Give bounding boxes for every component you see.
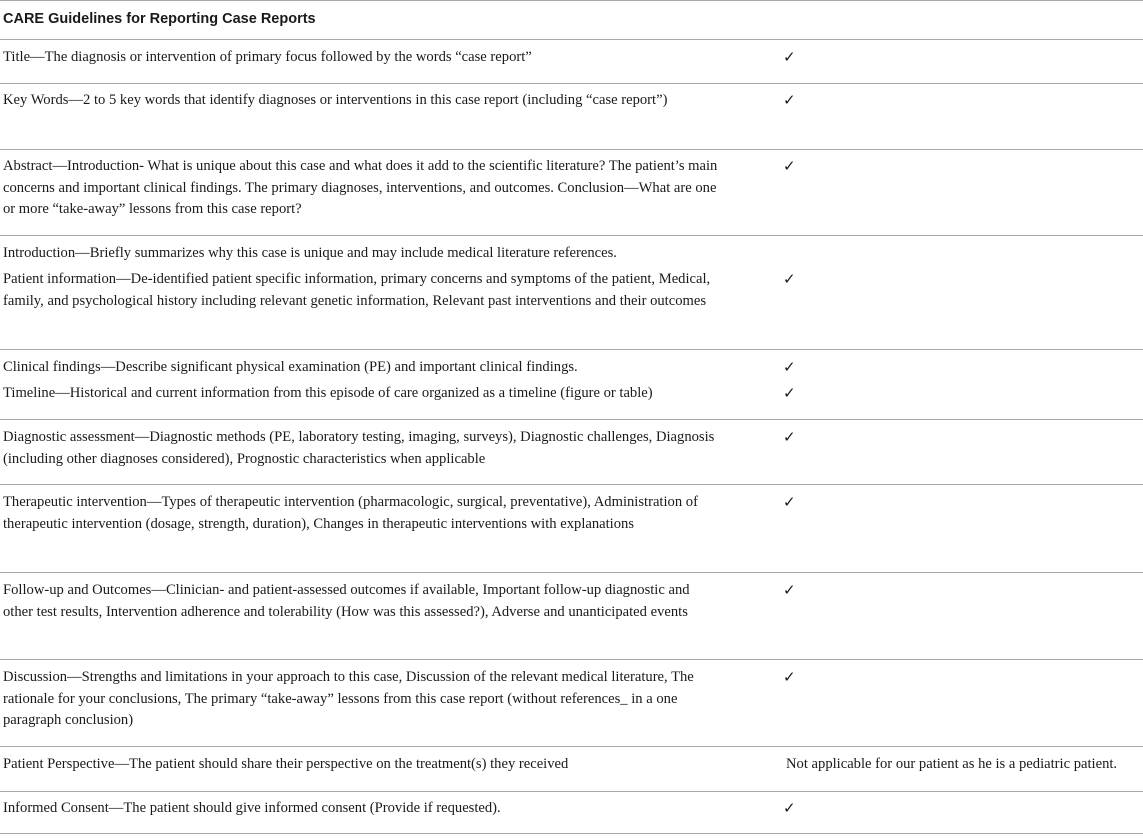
guideline-item-text: Patient Perspective—The patient should share their perspective on the treatment(s) they received [3, 756, 569, 772]
guideline-item-text: Abstract—Introduction- What is unique about this case and what does it add to the scientific literature? The patient’s main concerns and important clinical findings. The primary diagnoses, interventions, and outcomes. Conclusion—What are one or more “take-away” lessons from this case report? [3, 158, 718, 217]
table-row [0, 485, 1143, 573]
table-row [0, 350, 1143, 420]
table-title-row [0, 0, 1143, 40]
table-row [0, 573, 1143, 660]
table-row [0, 747, 1143, 792]
guideline-item-text: Informed Consent—The patient should give informed consent (Provide if requested). [3, 800, 501, 816]
checkmark-icon: ✓ [783, 799, 796, 817]
table-row [0, 84, 1143, 150]
table-row [0, 420, 1143, 485]
table-row [0, 41, 1143, 84]
checkmark-icon: ✓ [783, 493, 796, 511]
guideline-item-text: Title—The diagnosis or intervention of primary focus followed by the words “case report” [3, 49, 532, 65]
table-row [0, 236, 1143, 350]
status-note: Not applicable for our patient as he is a pediatric patient. [786, 756, 1118, 772]
guideline-item-text: Diagnostic assessment—Diagnostic methods (PE, laboratory testing, imaging, surveys), Diagnostic challenges, Diagnosis (including other diagnoses considered), Prognostic characteristics when applicable [3, 429, 715, 467]
table-row [0, 660, 1143, 747]
guideline-item-text: Clinical findings—Describe significant physical examination (PE) and important clinical findings. [3, 359, 578, 375]
table-row [0, 792, 1143, 834]
checkmark-icon: ✓ [783, 668, 796, 686]
checkmark-icon: ✓ [783, 157, 796, 175]
table-title: CARE Guidelines for Reporting Case Reports [3, 11, 316, 27]
guideline-item-text: Follow-up and Outcomes—Clinician- and patient-assessed outcomes if available, Important follow-up diagnostic and other test results, Intervention adherence and tolerability (How was this assessed?), Adverse and unanticipated events [3, 582, 690, 620]
checkmark-icon: ✓ [783, 48, 796, 66]
table-row [0, 150, 1143, 236]
checkmark-icon: ✓ [783, 358, 796, 376]
guideline-item-text: Timeline—Historical and current information from this episode of care organized as a timeline (figure or table) [3, 385, 653, 401]
checkmark-icon: ✓ [783, 270, 796, 288]
checkmark-icon: ✓ [783, 91, 796, 109]
guideline-item-text: Patient information—De-identified patient specific information, primary concerns and symptoms of the patient, Medical, family, and psychological history including relevant genetic information, Relevant past interventions and their outcomes [3, 271, 711, 309]
checkmark-icon: ✓ [783, 384, 796, 402]
checkmark-icon: ✓ [783, 581, 796, 599]
checkmark-icon: ✓ [783, 428, 796, 446]
guideline-item-text: Therapeutic intervention—Types of therapeutic intervention (pharmacologic, surgical, preventative), Administration of therapeutic intervention (dosage, strength, duration), Changes in therapeutic interventions with explanations [3, 494, 698, 532]
guideline-item-text: Discussion—Strengths and limitations in your approach to this case, Discussion of the relevant medical literature, The rationale for your conclusions, The primary “take-away” lessons from this case report (without references_ in a one paragraph conclusion) [3, 669, 694, 728]
guideline-item-text: Introduction—Briefly summarizes why this case is unique and may include medical literature references. [3, 245, 617, 261]
guideline-item-text: Key Words—2 to 5 key words that identify diagnoses or interventions in this case report (including “case report”) [3, 92, 668, 108]
